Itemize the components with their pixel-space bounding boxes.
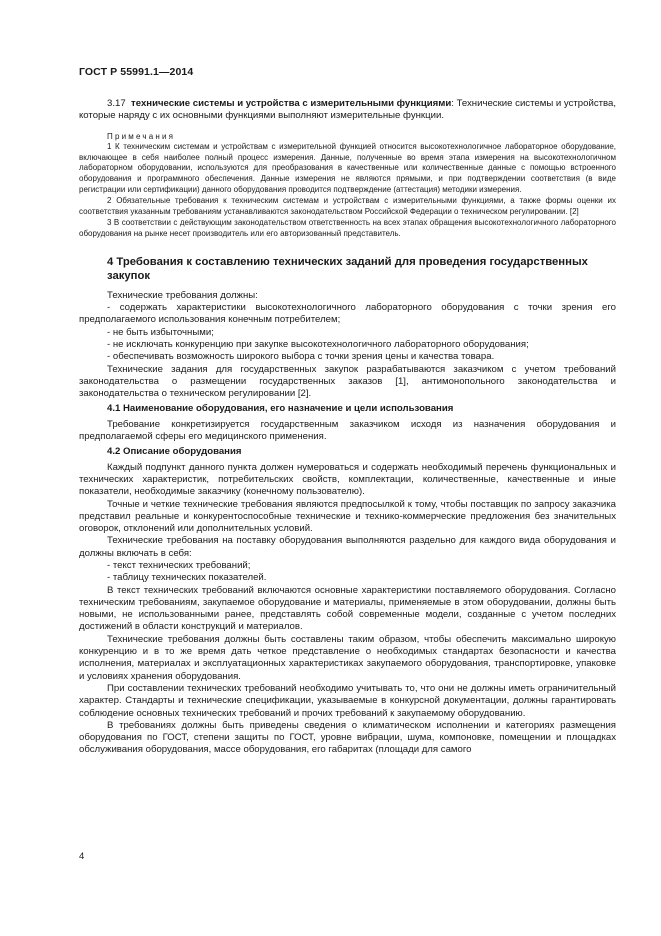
list-item: - текст технических требований; — [107, 559, 251, 571]
document-header: ГОСТ Р 55991.1—2014 — [79, 66, 194, 78]
note-1: 1 К техническим системам и устройствам с измерительной функцией относится высокотехнологичное лабораторное оборудование, включающее в себя наиболее полный процесс измерения. Данные, полученные во время этапа измерения на высокотехнологичном лабораторном оборудовании, используются для преобразования в качественные или количественные данные с помощью встроенного оборудования и программного обеспечения. Данные измерения не являются прямыми, и при подтверждении соответствия (в виде регистрации или сертификации) данного оборудования проводится подтверждение (аттестация) методики измерения. — [79, 141, 616, 195]
note-3: 3 В соответствии с действующим законодательством ответственность на всех этапах обращения высокотехнологичного лабораторного оборудования на рынке несет производитель или его авторизованный представитель. — [79, 217, 616, 238]
section-4-heading: 4 Требования к составлению технических заданий для проведения государственных закупок — [107, 255, 588, 283]
page-number: 4 — [79, 851, 85, 862]
paragraph: Требование конкретизируется государственным заказчиком исходя из назначения оборудования и предполагаемой сферы его медицинского применения. — [79, 418, 616, 443]
term-3-17 — [79, 98, 616, 123]
list-item: - не исключать конкуренцию при закупке высокотехнологичного лабораторного оборудования; — [107, 338, 529, 350]
term-definition: : Технические системы и устройства, которые наряду с их основными функциями выполняют измерительные функции. — [79, 98, 617, 122]
term-name: технические системы и устройства с измерительными функциями — [131, 98, 452, 109]
section-4-2-heading: 4.2 Описание оборудования — [107, 446, 242, 458]
paragraph: В текст технических требований включаются основные характеристики поставляемого оборудования. Согласно техническим требованиям, закупаемое оборудование и материалы, применяемые в этом оборудовании, должны быть новыми, не использованными ранее, представлять собой современные модели, созданные с учетом последних достижений в области конструкций и материалов. — [79, 584, 616, 633]
note-2: 2 Обязательные требования к техническим системам и устройствам с измерительными функциями, а также формы оценки их соответствия указанным требованиям устанавливаются законодательством Российской Федерации о техническом регулировании. [2] — [79, 196, 616, 217]
paragraph: Технические требования на поставку оборудования выполняются раздельно для каждого вида оборудования и должны включать в себя: — [79, 535, 616, 559]
list-item: - обеспечивать возможность широкого выбора с точки зрения цены и качества товара. — [107, 351, 495, 363]
paragraph: Технические требования должны быть составлены таким образом, чтобы обеспечить максимально широкую конкуренцию и в то же время дать четкое представление о необходимых стандартах безопасности и качества исполнения, материалах и эксплуатационных характеристиках закупаемого оборудования, транспортировке, упаковке и условиях хранения оборудования. — [79, 633, 616, 682]
paragraph: Технические требования должны: — [107, 289, 258, 301]
list-item: - не быть избыточными; — [107, 326, 214, 338]
term-number: 3.17 — [107, 98, 126, 109]
section-4-1-heading: 4.1 Наименование оборудования, его назначение и цели использования — [107, 403, 454, 415]
list-item: - таблицу технических показателей. — [107, 572, 267, 584]
paragraph: Технические задания для государственных закупок разрабатываются заказчиком с учетом требований законодательства о размещении государственных заказов [1], антимонопольного законодательства и законодательства о техническом регулировании [2]. — [79, 363, 616, 400]
paragraph: В требованиях должны быть приведены сведения о климатическом исполнении и категориях размещения оборудования по ГОСТ, степени защиты по ГОСТ, уровне вибрации, шума, компоновке, помещении и площадках обслуживания оборудования, массе оборудования, его габаритах (площади для самого — [79, 719, 616, 756]
paragraph: Каждый подпункт данного пункта должен нумероваться и содержать необходимый перечень функциональных и технических характеристик, потребительских свойств, комплектации, количественные, качественные и иные показатели, необходимые заказчику (конечному пользователю). — [79, 461, 616, 498]
paragraph: При составлении технических требований необходимо учитывать то, что они не должны иметь ограничительный характер. Стандарты и технические спецификации, указываемые в конкурсной документации, должны гарантировать соблюдение основных технических требований и прочих требований к закупаемому оборудованию. — [79, 682, 616, 719]
notes-title: Примечания — [107, 131, 176, 141]
paragraph: Точные и четкие технические требования являются предпосылкой к тому, чтобы поставщик по запросу заказчика представил реальные и конкурентоспособные технические и технико-коммерческие предложения без значительных оговорок, отклонений или дополнительных условий. — [79, 498, 616, 535]
list-item: - содержать характеристики высокотехнологичного лабораторного оборудования с точки зрения его предполагаемого использования конечным потребителем; — [79, 302, 616, 326]
page-content — [79, 98, 616, 757]
